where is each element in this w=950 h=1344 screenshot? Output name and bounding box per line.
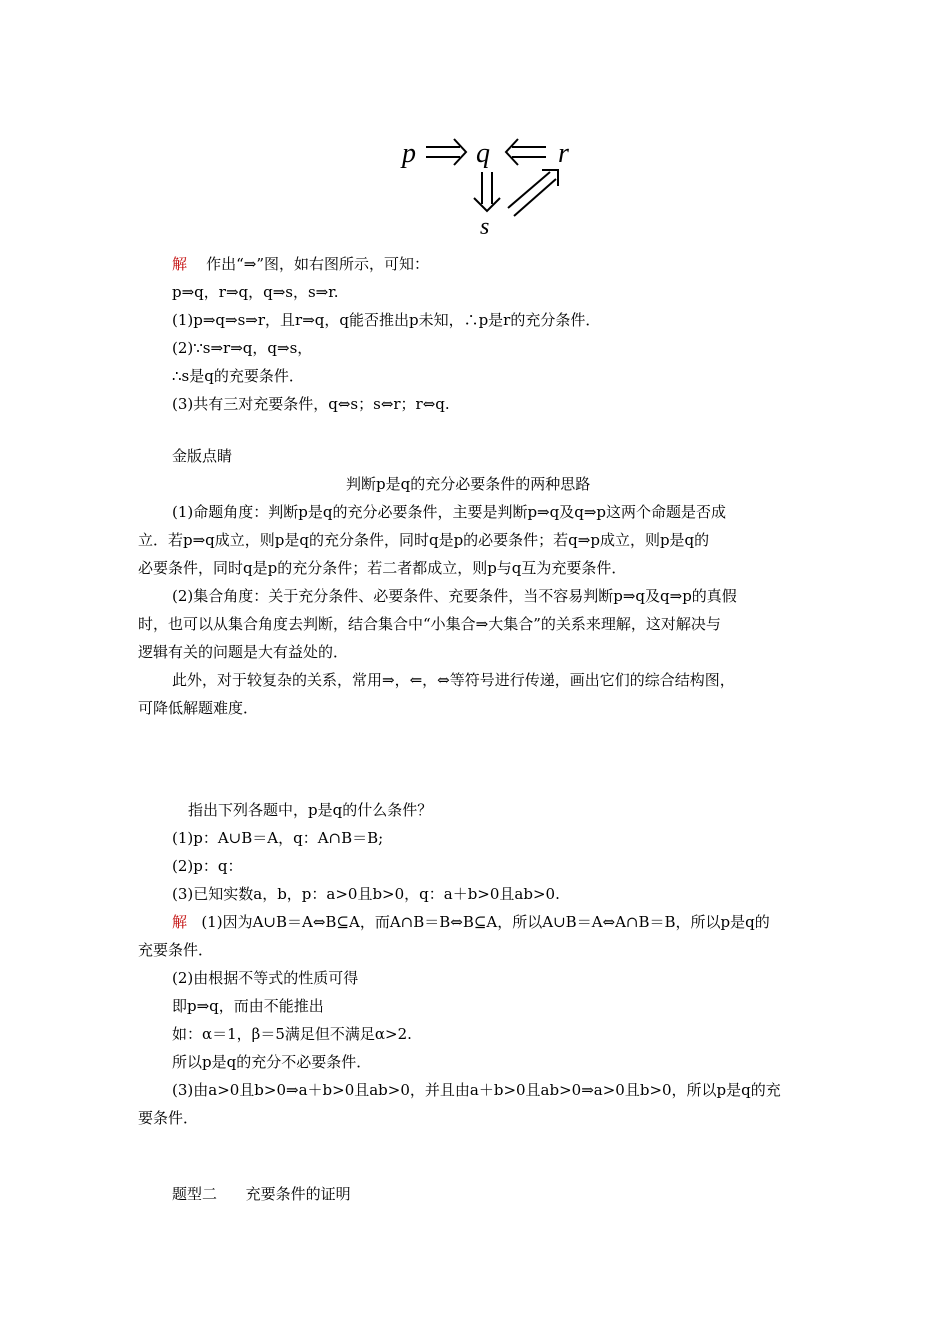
exercise-stem: 指出下列各题中，p是q的什么条件？ [188, 801, 433, 819]
exercise-solution-text: (1)因为A∪B＝A⇔B⊆A，而A∩B＝B⇔B⊆A，所以A∪B＝A⇔A∩B＝B，所以p是q的 [201, 913, 770, 931]
exercise-item-1: (1)p：A∪B＝A，q：A∩B＝B; [172, 829, 384, 847]
exercise-solution-line-8: 要条件． [138, 1109, 199, 1127]
exercise-solution-line-3: (2)由根据不等式的性质可得 [172, 969, 359, 987]
solution-line-1: p⇒q，r⇒q，q⇒s，s⇒r. [172, 283, 339, 301]
tips-p1-line3: 必要条件，同时q是p的充分条件；若二者都成立，则p与q互为充要条件． [138, 559, 627, 577]
section-title: 充要条件的证明 [245, 1185, 351, 1203]
solution-line-2: (1)p⇒q⇒s⇒r，且r⇒q，q能否推出p未知，∴p是r的充分条件． [172, 311, 601, 329]
section-label: 题型二 [172, 1185, 218, 1203]
diagram-p: p [402, 138, 416, 169]
tips-heading: 金版点睛 [172, 447, 233, 465]
diagram-q: q [476, 138, 490, 169]
exercise-solution-line-6: 所以p是q的充分不必要条件． [172, 1053, 372, 1071]
solution-line-3: (2)∵s⇒r⇒q，q⇒s， [172, 339, 313, 357]
tips-p2-line1: (2)集合角度：关于充分条件、必要条件、充要条件，当不容易判断p⇒q及q⇒p的真假 [172, 587, 737, 605]
tips-p2-line2: 时，也可以从集合角度去判断，结合集合中“小集合⇒大集合”的关系来理解，这对解决与 [138, 615, 721, 633]
tips-p1-line1: (1)命题角度：判断p是q的充分必要条件，主要是判断p⇒q及q⇒p这两个命题是否成 [172, 503, 726, 521]
diagram-r: r [558, 138, 569, 169]
arrow-p-to-q [426, 139, 466, 165]
tips-p3-line2: 可降低解题难度． [138, 699, 259, 717]
exercise-solution-line-5: 如：α＝1，β＝5满足但不满足α>2. [172, 1025, 412, 1043]
solution-line-5: (3)共有三对充要条件，q⇔s；s⇔r；r⇔q. [172, 395, 450, 413]
section-heading [172, 1184, 351, 1204]
arrow-s-to-r [508, 170, 558, 216]
exercise-solution-line-1 [172, 912, 770, 932]
exercise-solution-line-2: 充要条件． [138, 941, 214, 959]
solution-text: 作出“⇒”图，如右图所示，可知： [206, 255, 430, 273]
tips-p3-line1: 此外，对于较复杂的关系，常用⇒，⇐，⇔等符号进行传递，画出它们的综合结构图， [172, 671, 735, 689]
exercise-solution-line-4: 即p⇒q，而由不能推出 [172, 997, 324, 1015]
arrow-r-to-q [506, 139, 546, 165]
implication-diagram [396, 126, 588, 246]
tips-p2-line3: 逻辑有关的问题是大有益处的． [138, 643, 349, 661]
exercise-solution-tag: 解 [172, 913, 188, 931]
exercise-solution-line-7: (3)由a>0且b>0⇒a＋b>0且ab>0，并且由a＋b>0且ab>0⇒a>0且b>0，所以p是q的充 [172, 1081, 781, 1099]
solution-tag: 解 [172, 255, 188, 273]
exercise-item-3: (3)已知实数a，b，p：a>0且b>0，q：a＋b>0且ab>0. [172, 885, 560, 903]
solution-line-4: ∴s是q的充要条件． [172, 367, 304, 385]
diagram-s: s [480, 214, 490, 240]
tips-title: 判断p是q的充分必要条件的两种思路 [346, 475, 591, 493]
solution-line-intro [172, 254, 429, 274]
exercise-item-2: (2)p：q： [172, 857, 243, 875]
tips-p1-line2: 立．若p⇒q成立，则p是q的充分条件，同时q是p的必要条件；若q⇒p成立，则p是q的 [138, 531, 710, 549]
arrow-q-to-s [474, 172, 500, 211]
